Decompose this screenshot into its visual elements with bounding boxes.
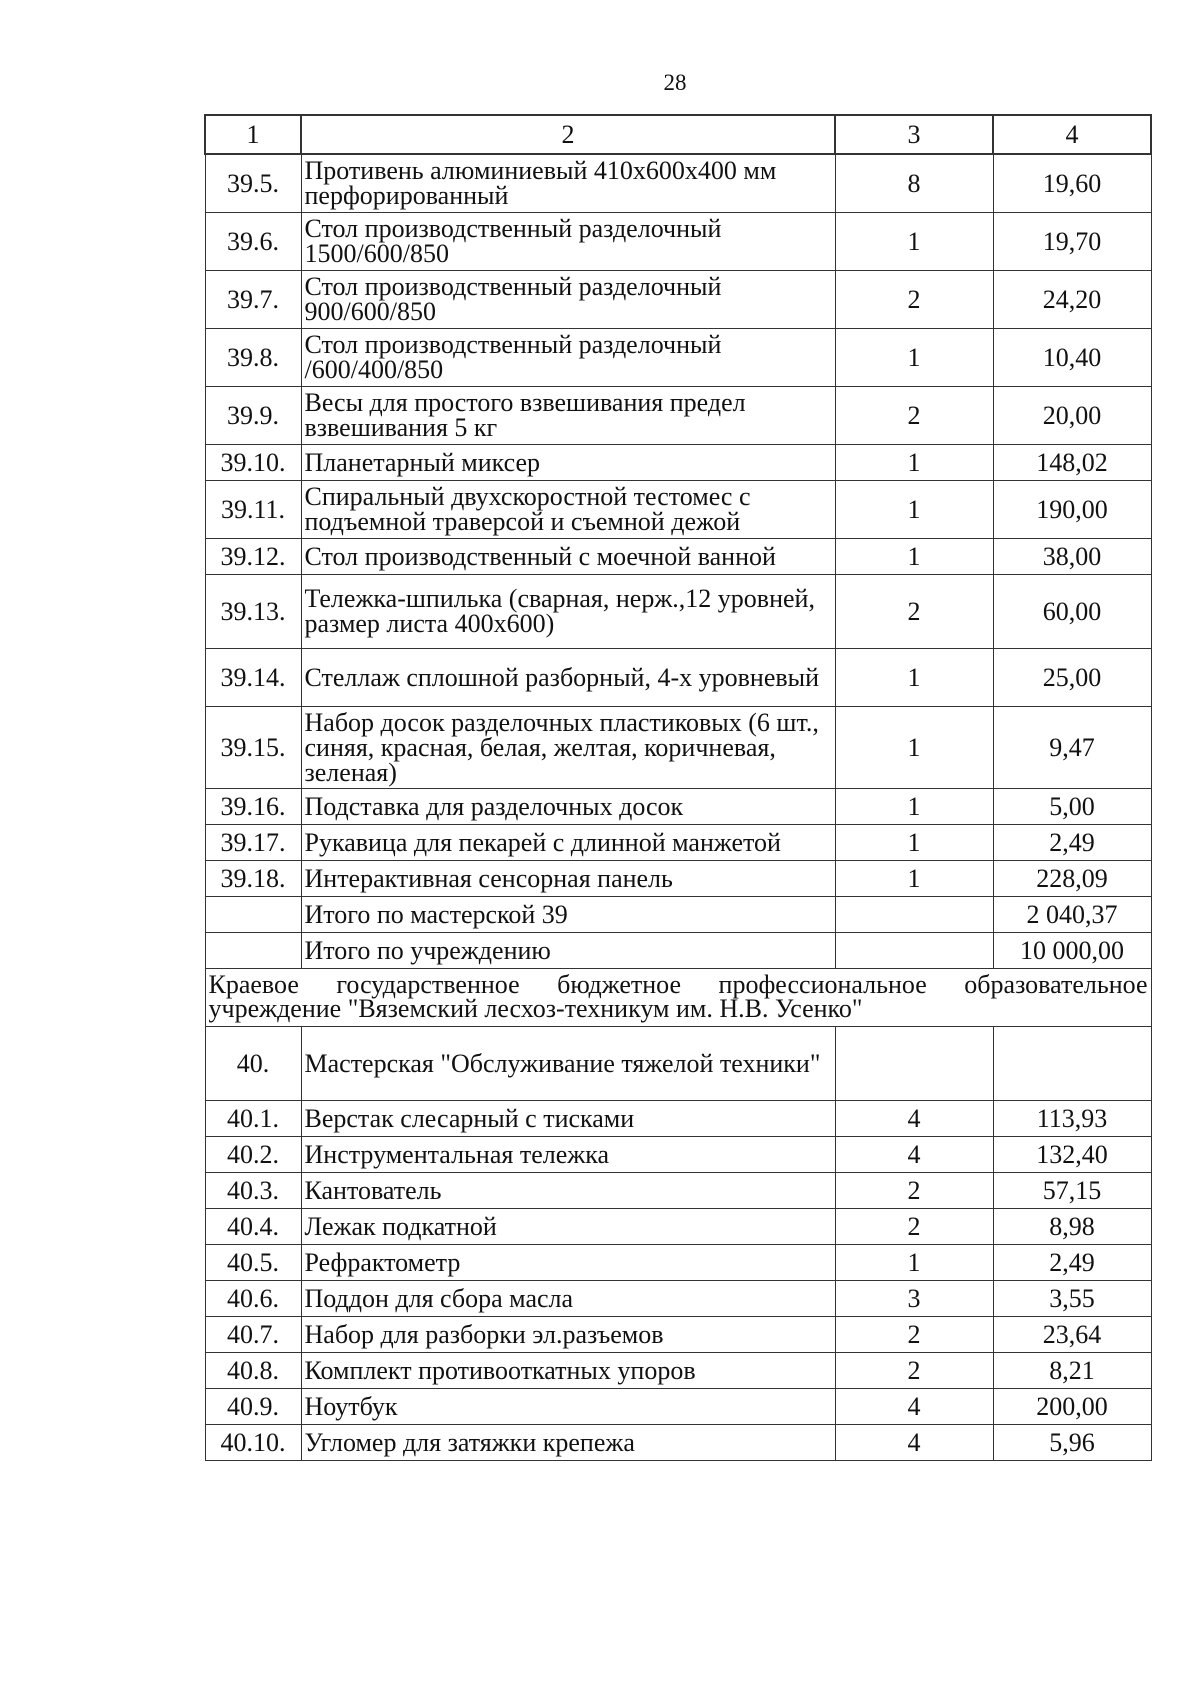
table-row [205,154,1151,212]
item-quantity: 2 [835,1208,993,1244]
item-quantity: 1 [835,328,993,386]
item-quantity: 1 [835,860,993,896]
table-row [205,480,1151,538]
item-quantity: 1 [835,648,993,706]
row-number: 40.2. [205,1136,301,1172]
table-row [205,1100,1151,1136]
item-name: Стеллаж сплошной разборный, 4-х уровневый [301,648,835,706]
item-name: Верстак слесарный с тисками [301,1100,835,1136]
item-name: Подставка для разделочных досок [301,788,835,824]
item-quantity: 2 [835,270,993,328]
item-quantity: 1 [835,480,993,538]
row-number: 39.17. [205,824,301,860]
item-name: Набор досок разделочных пластиковых (6 шт., синяя, красная, белая, желтая, коричневая, зеленая) [301,706,835,788]
table-row [205,788,1151,824]
item-quantity [835,932,993,968]
item-name: Угломер для затяжки крепежа [301,1424,835,1460]
item-quantity: 4 [835,1424,993,1460]
table-row [205,1244,1151,1280]
row-number: 39.8. [205,328,301,386]
item-name: Лежак подкатной [301,1208,835,1244]
item-price: 19,60 [993,154,1151,212]
item-name: Рефрактометр [301,1244,835,1280]
item-quantity: 1 [835,706,993,788]
row-number: 39.16. [205,788,301,824]
item-price: 60,00 [993,574,1151,648]
row-number: 39.14. [205,648,301,706]
table-row [205,932,1151,968]
item-price: 132,40 [993,1136,1151,1172]
table-section-39 [205,154,1151,968]
item-quantity: 8 [835,154,993,212]
item-name: Стол производственный с моечной ванной [301,538,835,574]
item-name: Набор для разборки эл.разъемов [301,1316,835,1352]
item-price: 113,93 [993,1100,1151,1136]
item-price: 57,15 [993,1172,1151,1208]
row-number: 39.9. [205,386,301,444]
table-row [205,538,1151,574]
item-price: 23,64 [993,1316,1151,1352]
item-name: Комплект противооткатных упоров [301,1352,835,1388]
table-row [205,270,1151,328]
item-name: Поддон для сбора масла [301,1280,835,1316]
item-name: Стол производственный разделочный 1500/600/850 [301,212,835,270]
table-row [205,896,1151,932]
item-name: Стол производственный разделочный /600/400/850 [301,328,835,386]
header-col-1: 1 [205,115,301,154]
item-quantity: 1 [835,212,993,270]
table-row [205,444,1151,480]
row-number: 39.15. [205,706,301,788]
item-price: 10 000,00 [993,932,1151,968]
item-name: Мастерская "Обслуживание тяжелой техники" [301,1026,835,1100]
item-price: 8,98 [993,1208,1151,1244]
item-quantity: 1 [835,1244,993,1280]
table-row [205,1208,1151,1244]
item-quantity: 2 [835,574,993,648]
item-quantity: 1 [835,788,993,824]
table-row [205,1352,1151,1388]
row-number: 39.6. [205,212,301,270]
row-number: 39.10. [205,444,301,480]
row-number: 39.11. [205,480,301,538]
row-number: 40.10. [205,1424,301,1460]
item-price: 5,96 [993,1424,1151,1460]
header-col-3: 3 [835,115,993,154]
item-name: Интерактивная сенсорная панель [301,860,835,896]
equipment-table [204,114,1152,1461]
row-number: 40.7. [205,1316,301,1352]
header-col-2: 2 [301,115,835,154]
item-price: 190,00 [993,480,1151,538]
item-price: 20,00 [993,386,1151,444]
row-number: 40.3. [205,1172,301,1208]
item-name: Ноутбук [301,1388,835,1424]
institution-name: Краевое государственное бюджетное профессиональное образовательное учреждение "Вяземский лесхоз-техникум им. Н.В. Усенко" [205,968,1151,1026]
row-number: 39.18. [205,860,301,896]
row-number: 39.13. [205,574,301,648]
item-price: 10,40 [993,328,1151,386]
row-number: 39.12. [205,538,301,574]
row-number: 39.5. [205,154,301,212]
item-name: Рукавица для пекарей с длинной манжетой [301,824,835,860]
item-quantity: 2 [835,1316,993,1352]
item-quantity: 4 [835,1388,993,1424]
table-row [205,706,1151,788]
table-row [205,1026,1151,1100]
table-row [205,1424,1151,1460]
item-price: 25,00 [993,648,1151,706]
item-price: 8,21 [993,1352,1151,1388]
institution-section [205,968,1151,1026]
header-row [205,115,1151,154]
table-row [205,1280,1151,1316]
item-quantity: 1 [835,538,993,574]
item-price: 9,47 [993,706,1151,788]
row-number: 40.9. [205,1388,301,1424]
item-name: Весы для простого взвешивания предел взвешивания 5 кг [301,386,835,444]
item-price: 38,00 [993,538,1151,574]
table-section-40 [205,1026,1151,1460]
item-name: Инструментальная тележка [301,1136,835,1172]
item-name: Итого по учреждению [301,932,835,968]
item-quantity: 4 [835,1136,993,1172]
item-price: 24,20 [993,270,1151,328]
item-price: 19,70 [993,212,1151,270]
item-quantity: 2 [835,1352,993,1388]
item-price: 148,02 [993,444,1151,480]
table-row [205,648,1151,706]
institution-row [205,968,1151,1026]
table-row [205,824,1151,860]
item-price: 200,00 [993,1388,1151,1424]
item-price [993,1026,1151,1100]
item-name: Спиральный двухскоростной тестомес с подъемной траверсой и съемной дежой [301,480,835,538]
item-quantity [835,1026,993,1100]
item-quantity: 2 [835,1172,993,1208]
item-quantity [835,896,993,932]
table-row [205,212,1151,270]
row-number: 40.4. [205,1208,301,1244]
item-price: 2,49 [993,1244,1151,1280]
item-price: 3,55 [993,1280,1151,1316]
row-number: 39.7. [205,270,301,328]
table-row [205,574,1151,648]
item-quantity: 1 [835,444,993,480]
item-price: 2,49 [993,824,1151,860]
header-col-4: 4 [993,115,1151,154]
item-name: Тележка-шпилька (сварная, нерж.,12 уровней, размер листа 400х600) [301,574,835,648]
page-number: 28 [663,70,687,95]
item-price: 228,09 [993,860,1151,896]
row-number: 40. [205,1026,301,1100]
row-number [205,896,301,932]
row-number [205,932,301,968]
row-number: 40.6. [205,1280,301,1316]
item-price: 5,00 [993,788,1151,824]
table-row [205,860,1151,896]
table-row [205,1172,1151,1208]
item-quantity: 4 [835,1100,993,1136]
item-name: Планетарный миксер [301,444,835,480]
item-name: Стол производственный разделочный 900/600/850 [301,270,835,328]
item-name: Итого по мастерской 39 [301,896,835,932]
item-name: Кантователь [301,1172,835,1208]
table-row [205,1136,1151,1172]
row-number: 40.1. [205,1100,301,1136]
row-number: 40.5. [205,1244,301,1280]
item-quantity: 2 [835,386,993,444]
item-quantity: 1 [835,824,993,860]
table-row [205,1388,1151,1424]
table-row [205,386,1151,444]
item-quantity: 3 [835,1280,993,1316]
row-number: 40.8. [205,1352,301,1388]
table-row [205,1316,1151,1352]
item-name: Противень алюминиевый 410х600х400 мм перфорированный [301,154,835,212]
item-price: 2 040,37 [993,896,1151,932]
table-row [205,328,1151,386]
